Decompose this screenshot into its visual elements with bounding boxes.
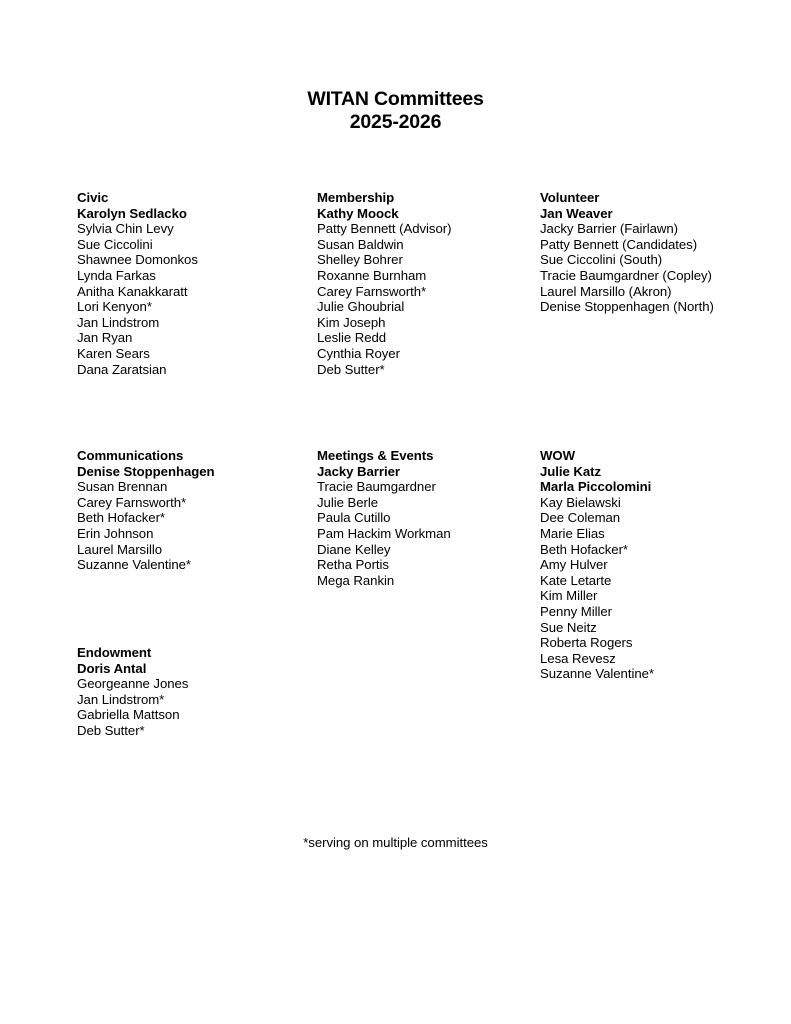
list-item: Susan Brennan bbox=[77, 479, 168, 495]
list-item: Tracie Baumgardner (Copley) bbox=[540, 267, 712, 283]
list-item: Lesa Revesz bbox=[540, 650, 616, 666]
list-item: Suzanne Valentine* bbox=[540, 666, 654, 682]
committee-group-civic bbox=[77, 190, 307, 377]
committee-group-meetings-events bbox=[317, 448, 547, 588]
list-item: Sue Neitz bbox=[540, 619, 597, 635]
committee-lead: Julie Katz bbox=[540, 463, 602, 479]
committee-board bbox=[0, 190, 791, 810]
list-item: Beth Hofacker* bbox=[540, 541, 628, 557]
title-line-year-range: 2025-2026 bbox=[349, 111, 442, 133]
list-item: Jan Lindstrom bbox=[77, 314, 160, 330]
committee-member-list bbox=[317, 479, 547, 588]
footnote: *serving on multiple committees bbox=[303, 835, 488, 850]
list-item: Shelley Bohrer bbox=[317, 252, 403, 268]
list-item: Kim Joseph bbox=[317, 314, 386, 330]
committee-member-list bbox=[77, 479, 307, 573]
list-item: Julie Ghoubrial bbox=[317, 299, 405, 315]
list-item: Lori Kenyon* bbox=[77, 299, 152, 315]
committee-lead: Denise Stoppenhagen bbox=[77, 463, 215, 479]
list-item: Deb Sutter* bbox=[317, 361, 385, 377]
list-item: Leslie Redd bbox=[317, 330, 387, 346]
committee-lead: Karolyn Sedlacko bbox=[77, 205, 187, 221]
list-item: Penny Miller bbox=[540, 603, 612, 619]
committee-member-list bbox=[317, 221, 547, 377]
list-item: Kim Miller bbox=[540, 588, 598, 604]
committee-lead: Jan Weaver bbox=[540, 205, 613, 221]
list-item: Kate Letarte bbox=[540, 572, 612, 588]
list-item: Amy Hulver bbox=[540, 557, 608, 573]
list-item: Paula Cutillo bbox=[317, 510, 391, 526]
list-item: Gabriella Mattson bbox=[77, 707, 180, 723]
committee-member-list bbox=[77, 221, 307, 377]
list-item: Patty Bennett (Advisor) bbox=[317, 221, 452, 237]
committee-lead: Doris Antal bbox=[77, 660, 147, 676]
list-item: Laurel Marsillo bbox=[77, 541, 163, 557]
committee-member-list bbox=[540, 495, 770, 682]
list-item: Julie Berle bbox=[317, 494, 379, 510]
list-item: Jacky Barrier (Fairlawn) bbox=[540, 221, 679, 237]
committee-name: Communications bbox=[77, 448, 184, 463]
list-item: Carey Farnsworth* bbox=[77, 494, 187, 510]
list-item: Tracie Baumgardner bbox=[317, 479, 436, 495]
list-item: Diane Kelley bbox=[317, 541, 391, 557]
list-item: Georgeanne Jones bbox=[77, 676, 189, 692]
list-item: Jan Lindstrom* bbox=[77, 691, 165, 707]
list-item: Sylvia Chin Levy bbox=[77, 221, 174, 237]
list-item: Erin Johnson bbox=[77, 525, 154, 541]
list-item: Pam Hackim Workman bbox=[317, 525, 451, 541]
list-item: Roxanne Burnham bbox=[317, 267, 427, 283]
list-item: Deb Sutter* bbox=[77, 722, 145, 738]
list-item: Sue Ciccolini (South) bbox=[540, 252, 663, 268]
list-item: Marie Elias bbox=[540, 525, 605, 541]
list-item: Denise Stoppenhagen (North) bbox=[540, 299, 714, 315]
list-item: Sue Ciccolini bbox=[77, 236, 153, 252]
committee-group-communications bbox=[77, 448, 307, 573]
list-item: Karen Sears bbox=[77, 345, 150, 361]
committee-name: Membership bbox=[317, 190, 395, 205]
list-item: Suzanne Valentine* bbox=[77, 557, 191, 573]
committee-group-wow bbox=[540, 448, 770, 682]
list-item: Roberta Rogers bbox=[540, 635, 633, 651]
list-item: Susan Baldwin bbox=[317, 236, 404, 252]
committee-name: Civic bbox=[77, 190, 109, 205]
list-item: Retha Portis bbox=[317, 557, 389, 573]
committee-group-volunteer bbox=[540, 190, 770, 315]
committee-lead: Jacky Barrier bbox=[317, 463, 400, 479]
document-title bbox=[0, 88, 791, 134]
list-item: Lynda Farkas bbox=[77, 267, 156, 283]
list-item: Mega Rankin bbox=[317, 572, 395, 588]
committee-name: Volunteer bbox=[540, 190, 600, 205]
title-line-primary: WITAN Committees bbox=[307, 88, 484, 110]
committee-member-list bbox=[540, 221, 770, 315]
list-item: Shawnee Domonkos bbox=[77, 252, 198, 268]
list-item: Beth Hofacker* bbox=[77, 510, 165, 526]
committee-co-lead: Marla Piccolomini bbox=[540, 479, 652, 495]
list-item: Carey Farnsworth* bbox=[317, 283, 427, 299]
committee-member-list bbox=[77, 676, 307, 738]
list-item: Dana Zaratsian bbox=[77, 361, 167, 377]
list-item: Patty Bennett (Candidates) bbox=[540, 236, 698, 252]
committee-name: WOW bbox=[540, 448, 576, 463]
list-item: Jan Ryan bbox=[77, 330, 133, 346]
committee-name: Endowment bbox=[77, 645, 152, 660]
list-item: Kay Bielawski bbox=[540, 494, 621, 510]
committee-name: Meetings & Events bbox=[317, 448, 434, 463]
list-item: Laurel Marsillo (Akron) bbox=[540, 283, 672, 299]
committee-lead: Kathy Moock bbox=[317, 205, 399, 221]
list-item: Anitha Kanakkaratt bbox=[77, 283, 188, 299]
committee-group-membership bbox=[317, 190, 547, 377]
list-item: Dee Coleman bbox=[540, 510, 621, 526]
committee-group-endowment bbox=[77, 645, 307, 739]
list-item: Cynthia Royer bbox=[317, 345, 400, 361]
